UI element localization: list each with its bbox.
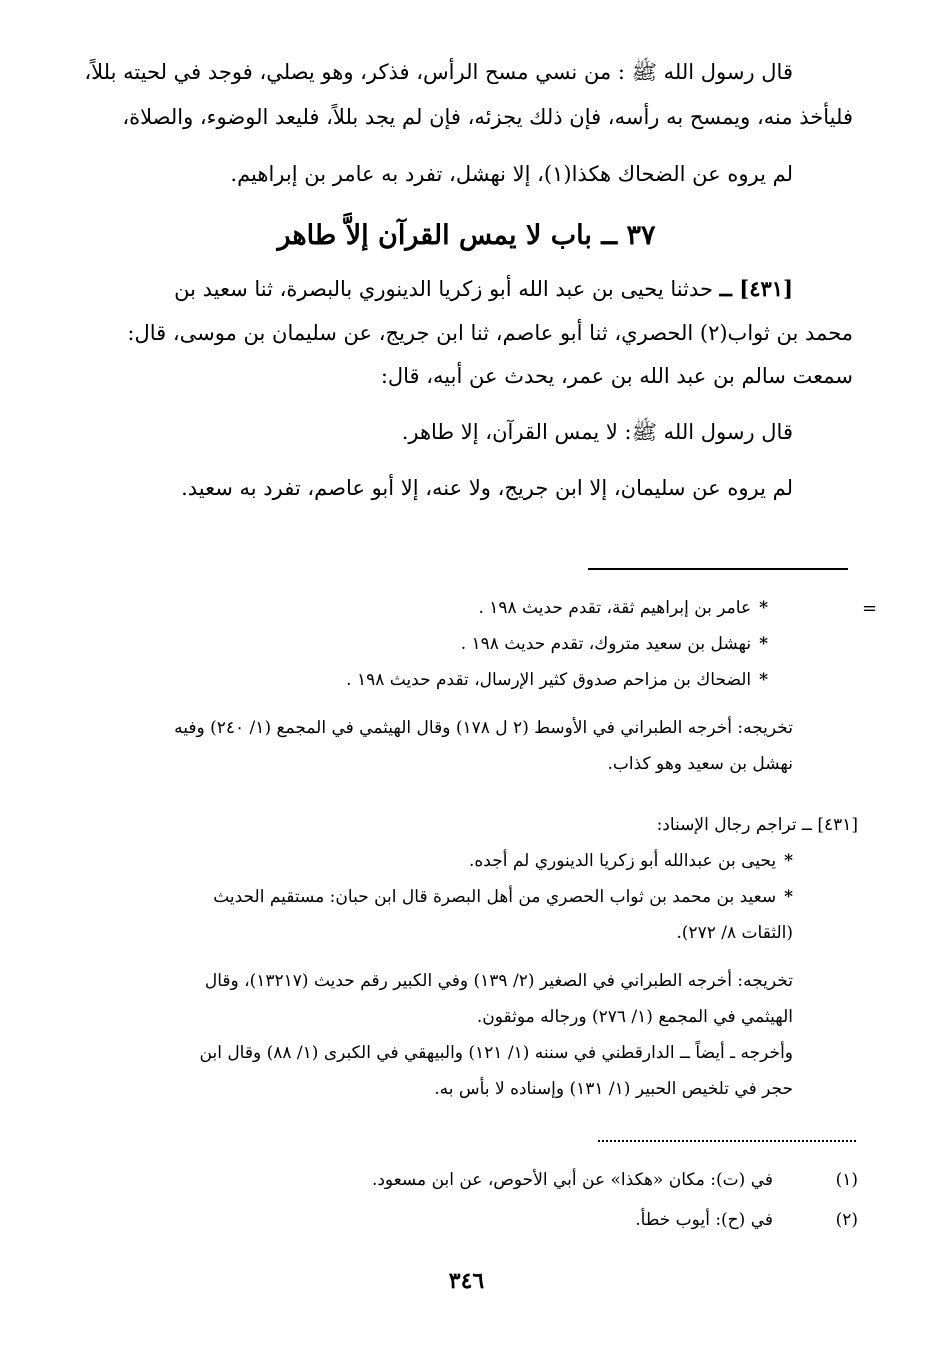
hadith-line-3: سمعت سالم بن عبد الله بن عمر، يحدث عن أبيه، قال:: [380, 364, 853, 388]
hadith-first-line: [174, 275, 793, 303]
hadith-line-2: محمد بن ثواب(٢) الحصري، ثنا أبو عاصم، ثنا ابن جريج، عن سليمان بن موسى، قال:: [127, 321, 853, 345]
bullet-icon: *: [784, 851, 793, 871]
narrator-note: *سعيد بن محمد بن ثواب الحصري من أهل البصرة قال ابن حبان: مستقيم الحديث: [213, 887, 793, 907]
margin-equals-mark: =: [862, 598, 878, 619]
bullet-icon: *: [784, 887, 793, 907]
takhrij-b-line-4: حجر في تلخيص الحبير (١/ ١٣١) وإسناده لا بأس به.: [434, 1079, 793, 1099]
narrator-note: *الضحاك بن مزاحم صدوق كثير الإرسال، تقدم حديث ١٩٨ .: [346, 670, 768, 690]
footnote-separator: [588, 568, 848, 570]
chapter-heading: ٣٧ ــ باب لا يمس القرآن إلاَّ طاهر: [277, 220, 656, 251]
body-line-3: لم يروه عن الضحاك هكذا(١)، إلا نهشل، تفرد به عامر بن إبراهيم.: [230, 162, 793, 186]
takhrij-b-line-1: تخريجه: أخرجه الطبراني في الصغير (٢/ ١٣٩) وفي الكبير رقم حديث (١٣٢١٧)، وقال: [204, 971, 793, 991]
page-number: ٣٤٦: [448, 1268, 485, 1294]
footnote-text: في (ت): مكان «هكذا» عن أبي الأحوص، عن ابن مسعود.: [371, 1170, 773, 1190]
bullet-icon: *: [759, 670, 768, 690]
takhrij-b-line-2: الهيثمي في المجمع (١/ ٢٧٦) ورجاله موثقون.: [476, 1007, 793, 1027]
footnote-number: (١): [835, 1170, 858, 1190]
hadith-number: [٤٣١] ــ: [719, 276, 793, 301]
footnote-text: في (ح): أيوب خطأ.: [635, 1210, 773, 1230]
narrator-note: *عامر بن إبراهيم ثقة، تقدم حديث ١٩٨ .: [478, 598, 768, 618]
hadith-line-1: حدثنا يحيى بن عبد الله أبو زكريا الدينوري بالبصرة، ثنا سعيد بن: [174, 277, 713, 301]
hadith-line-5: لم يروه عن سليمان، إلا ابن جريج، ولا عنه، إلا أبو عاصم، تفرد به سعيد.: [181, 476, 793, 500]
bullet-icon: *: [759, 634, 768, 654]
takhrij-b-line-3: وأخرجه ـ أيضاً ــ الدارقطني في سننه (١/ ١٢١) والبيهقي في الكبرى (١/ ٨٨) وقال ابن: [199, 1043, 793, 1063]
takhrij-a-line-2: نهشل بن سعيد وهو كذاب.: [607, 754, 793, 774]
dotted-separator: [598, 1140, 856, 1142]
narrator-note: *نهشل بن سعيد متروك، تقدم حديث ١٩٨ .: [460, 634, 768, 654]
footnote-number: (٢): [835, 1210, 858, 1230]
section-431-label: [٤٣١] ــ تراجم رجال الإسناد:: [656, 815, 858, 835]
narrator-note-cont: (الثقات ٨/ ٢٧٢).: [676, 923, 793, 943]
narrator-note: *يحيى بن عبدالله أبو زكريا الدينوري لم أجده.: [468, 851, 793, 871]
body-line-1: قال رسول الله ﷺ : من نسي مسح الرأس، فذكر، وهو يصلي، فوجد في لحيته بللاً،: [84, 60, 793, 84]
takhrij-a-line-1: تخريجه: أخرجه الطبراني في الأوسط (٢ ل ١٧٨) وقال الهيثمي في المجمع (١/ ٢٤٠) وفيه: [174, 718, 793, 738]
hadith-line-4: قال رسول الله ﷺ: لا يمس القرآن، إلا طاهر.: [401, 420, 793, 444]
bullet-icon: *: [759, 598, 768, 618]
body-line-2: فليأخذ منه، ويمسح به رأسه، فإن ذلك يجزئه، فإن لم يجد بللاً، فليعد الوضوء، والصلاة،: [122, 105, 853, 129]
